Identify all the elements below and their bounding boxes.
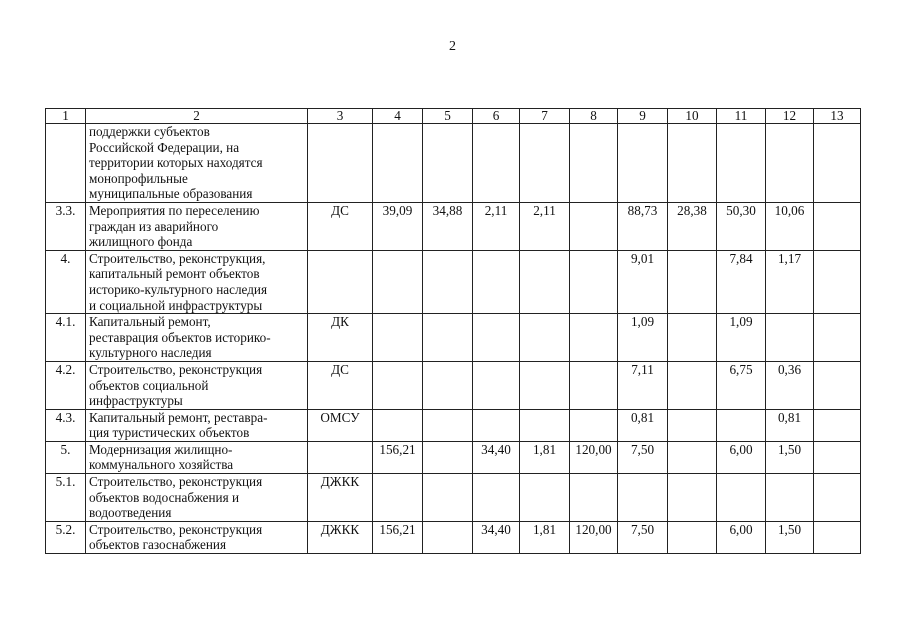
value-cell — [668, 124, 717, 203]
value-cell: 1,50 — [766, 521, 814, 553]
value-cell — [766, 124, 814, 203]
value-cell — [717, 124, 766, 203]
header-row — [46, 109, 861, 124]
value-cell: 0,81 — [618, 409, 668, 441]
value-cell — [473, 124, 520, 203]
value-cell: 156,21 — [373, 441, 423, 473]
row-number-cell: 3.3. — [46, 202, 86, 250]
value-cell: 88,73 — [618, 202, 668, 250]
value-cell — [423, 361, 473, 409]
row-number-cell — [46, 124, 86, 203]
measure-name-cell: Строительство, реконструкция объектов водоснабжения и водоотведения — [86, 474, 308, 522]
value-cell: 50,30 — [717, 202, 766, 250]
value-cell: 2,11 — [520, 202, 570, 250]
header-cell: 3 — [308, 109, 373, 124]
value-cell — [520, 250, 570, 313]
value-cell — [520, 124, 570, 203]
value-cell — [373, 124, 423, 203]
table-row — [46, 124, 861, 203]
responsible-cell: ОМСУ — [308, 409, 373, 441]
value-cell — [373, 409, 423, 441]
value-cell: 7,84 — [717, 250, 766, 313]
value-cell — [520, 361, 570, 409]
header-cell: 9 — [618, 109, 668, 124]
value-cell — [570, 474, 618, 522]
value-cell — [668, 314, 717, 362]
table-row — [46, 474, 861, 522]
row-number-cell: 4. — [46, 250, 86, 313]
header-cell: 4 — [373, 109, 423, 124]
table-row — [46, 202, 861, 250]
value-cell — [570, 314, 618, 362]
table-row — [46, 441, 861, 473]
value-cell — [717, 474, 766, 522]
table-row — [46, 521, 861, 553]
value-cell — [668, 250, 717, 313]
value-cell: 9,01 — [618, 250, 668, 313]
value-cell — [814, 314, 861, 362]
measure-name-cell: Капитальный ремонт, реставра- ция туристических объектов — [86, 409, 308, 441]
value-cell — [814, 521, 861, 553]
value-cell — [668, 474, 717, 522]
value-cell — [814, 474, 861, 522]
measure-name-cell: Модернизация жилищно- коммунального хозяйства — [86, 441, 308, 473]
value-cell — [373, 474, 423, 522]
row-number-cell: 5.2. — [46, 521, 86, 553]
page-number: 2 — [449, 39, 456, 54]
value-cell: 6,00 — [717, 521, 766, 553]
header-cell: 13 — [814, 109, 861, 124]
value-cell — [618, 474, 668, 522]
table-body — [46, 109, 861, 554]
value-cell — [423, 474, 473, 522]
value-cell — [717, 409, 766, 441]
header-cell: 7 — [520, 109, 570, 124]
value-cell: 1,09 — [618, 314, 668, 362]
value-cell: 10,06 — [766, 202, 814, 250]
value-cell — [520, 314, 570, 362]
value-cell — [668, 441, 717, 473]
value-cell: 120,00 — [570, 441, 618, 473]
value-cell: 0,36 — [766, 361, 814, 409]
value-cell — [473, 409, 520, 441]
value-cell — [814, 409, 861, 441]
value-cell — [766, 474, 814, 522]
header-cell: 10 — [668, 109, 717, 124]
measure-name-cell: Строительство, реконструкция объектов газоснабжения — [86, 521, 308, 553]
value-cell: 39,09 — [373, 202, 423, 250]
value-cell: 34,40 — [473, 521, 520, 553]
value-cell — [423, 250, 473, 313]
value-cell — [618, 124, 668, 203]
value-cell — [570, 202, 618, 250]
value-cell — [814, 202, 861, 250]
responsible-cell: ДС — [308, 202, 373, 250]
value-cell: 34,88 — [423, 202, 473, 250]
value-cell: 120,00 — [570, 521, 618, 553]
responsible-cell: ДЖКК — [308, 474, 373, 522]
value-cell — [668, 361, 717, 409]
row-number-cell: 4.1. — [46, 314, 86, 362]
value-cell — [373, 250, 423, 313]
value-cell — [473, 250, 520, 313]
value-cell: 7,11 — [618, 361, 668, 409]
header-cell: 5 — [423, 109, 473, 124]
value-cell: 7,50 — [618, 441, 668, 473]
row-number-cell: 4.3. — [46, 409, 86, 441]
responsible-cell — [308, 124, 373, 203]
row-number-cell: 5.1. — [46, 474, 86, 522]
value-cell — [423, 521, 473, 553]
value-cell: 1,17 — [766, 250, 814, 313]
responsible-cell: ДК — [308, 314, 373, 362]
header-cell: 12 — [766, 109, 814, 124]
value-cell — [373, 361, 423, 409]
value-cell: 7,50 — [618, 521, 668, 553]
responsible-cell — [308, 441, 373, 473]
value-cell — [668, 409, 717, 441]
value-cell — [423, 314, 473, 362]
value-cell — [473, 361, 520, 409]
table-row — [46, 409, 861, 441]
header-cell: 6 — [473, 109, 520, 124]
program-table — [45, 108, 861, 554]
value-cell: 1,81 — [520, 521, 570, 553]
row-number-cell: 5. — [46, 441, 86, 473]
measure-name-cell: Строительство, реконструкция объектов социальной инфраструктуры — [86, 361, 308, 409]
value-cell — [570, 409, 618, 441]
measure-name-cell: Капитальный ремонт, реставрация объектов историко- культурного наследия — [86, 314, 308, 362]
value-cell — [473, 314, 520, 362]
row-number-cell: 4.2. — [46, 361, 86, 409]
value-cell: 1,09 — [717, 314, 766, 362]
measure-name-cell: Мероприятия по переселению граждан из аварийного жилищного фонда — [86, 202, 308, 250]
value-cell — [570, 361, 618, 409]
value-cell: 1,81 — [520, 441, 570, 473]
value-cell: 28,38 — [668, 202, 717, 250]
value-cell — [423, 124, 473, 203]
table-row — [46, 250, 861, 313]
value-cell — [373, 314, 423, 362]
value-cell: 156,21 — [373, 521, 423, 553]
value-cell: 6,00 — [717, 441, 766, 473]
responsible-cell: ДЖКК — [308, 521, 373, 553]
header-cell: 1 — [46, 109, 86, 124]
value-cell — [423, 441, 473, 473]
value-cell — [570, 250, 618, 313]
header-cell: 2 — [86, 109, 308, 124]
value-cell — [814, 361, 861, 409]
value-cell: 34,40 — [473, 441, 520, 473]
value-cell: 2,11 — [473, 202, 520, 250]
value-cell — [520, 474, 570, 522]
value-cell — [668, 521, 717, 553]
header-cell: 8 — [570, 109, 618, 124]
responsible-cell — [308, 250, 373, 313]
value-cell — [520, 409, 570, 441]
responsible-cell: ДС — [308, 361, 373, 409]
value-cell — [473, 474, 520, 522]
measure-name-cell: Строительство, реконструкция, капитальный ремонт объектов историко-культурного наследия и социальной инфраструктуры — [86, 250, 308, 313]
value-cell — [570, 124, 618, 203]
value-cell — [814, 124, 861, 203]
value-cell — [766, 314, 814, 362]
value-cell: 6,75 — [717, 361, 766, 409]
table-row — [46, 314, 861, 362]
value-cell: 0,81 — [766, 409, 814, 441]
header-cell: 11 — [717, 109, 766, 124]
value-cell — [814, 250, 861, 313]
value-cell: 1,50 — [766, 441, 814, 473]
value-cell — [814, 441, 861, 473]
measure-name-cell: поддержки субъектов Российской Федерации, на территории которых находятся монопрофильные муниципальные образования — [86, 124, 308, 203]
table-row — [46, 361, 861, 409]
value-cell — [423, 409, 473, 441]
